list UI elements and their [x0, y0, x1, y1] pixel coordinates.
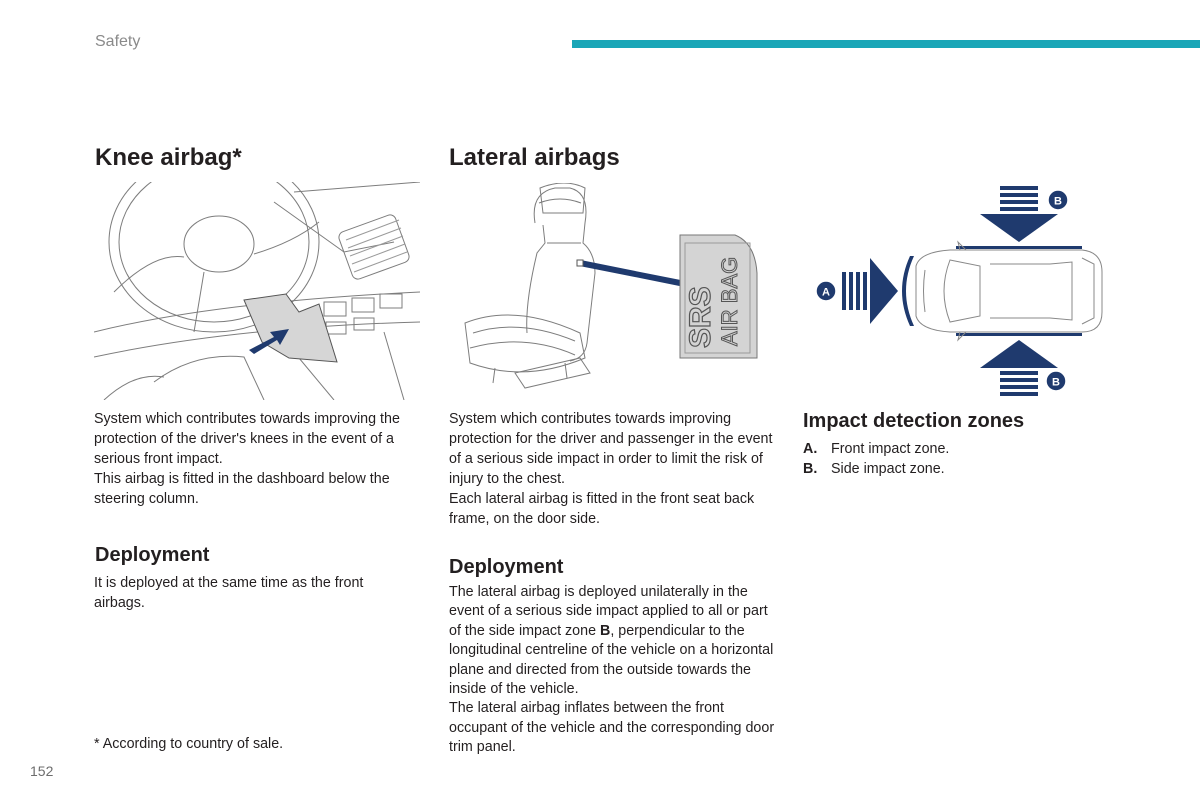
- lateral-airbag-illustration: [455, 183, 765, 393]
- knee-airbag-description: [94, 409, 424, 509]
- knee-paragraph-1: System which contributes towards improving the protection of the driver's knees in the event of a serious front impact.: [94, 411, 400, 467]
- airbag-label: AIR BAG: [717, 256, 742, 346]
- zone-b-top-badge: B: [1054, 195, 1062, 208]
- legend-item-side: B. Side impact zone.: [803, 461, 945, 477]
- lateral-airbags-description: [449, 409, 779, 529]
- lateral-airbags-title: Lateral airbags: [449, 144, 620, 171]
- impact-zones-legend: [803, 439, 949, 479]
- knee-paragraph-2: This airbag is fitted in the dashboard below the steering column.: [94, 471, 390, 507]
- knee-deployment-title: Deployment: [95, 544, 210, 566]
- srs-label: SRS: [684, 286, 717, 348]
- zone-b-bottom-badge: B: [1052, 376, 1060, 389]
- lateral-paragraph-2: Each lateral airbag is fitted in the front seat back frame, on the door side.: [449, 491, 755, 527]
- lateral-deployment-paragraph-2: The lateral airbag inflates between the front occupant of the vehicle and the corresponding door trim panel.: [449, 700, 775, 756]
- footnote: * According to country of sale.: [94, 736, 284, 752]
- lateral-deployment-text: [449, 583, 779, 758]
- lateral-paragraph-1: System which contributes towards improving protection for the driver and passenger in the event of a serious side impact in order to limit the risk of injury to the chest.: [449, 411, 773, 487]
- page-number: 152: [30, 763, 54, 779]
- legend-item-front: A. Front impact zone.: [803, 441, 950, 457]
- lateral-deployment-paragraph-1: The lateral airbag is deployed unilaterally in the event of a serious side impact applied to all or part of the side impact zone B, perpendicular to the longitudinal centreline of the vehicle on a horizontal plane and directed from the outside towards the inside of the vehicle.: [449, 584, 774, 698]
- impact-zones-title: Impact detection zones: [803, 410, 1025, 432]
- section-accent-bar: [572, 40, 1200, 48]
- knee-deployment-paragraph: It is deployed at the same time as the front airbags.: [94, 575, 364, 611]
- impact-zones-diagram: [810, 180, 1110, 402]
- lateral-deployment-title: Deployment: [449, 556, 564, 578]
- knee-deployment-text: [94, 573, 404, 613]
- knee-airbag-title: Knee airbag*: [95, 144, 242, 171]
- section-label: Safety: [95, 33, 141, 50]
- zone-a-badge: A: [822, 286, 830, 299]
- knee-airbag-illustration: [94, 182, 420, 400]
